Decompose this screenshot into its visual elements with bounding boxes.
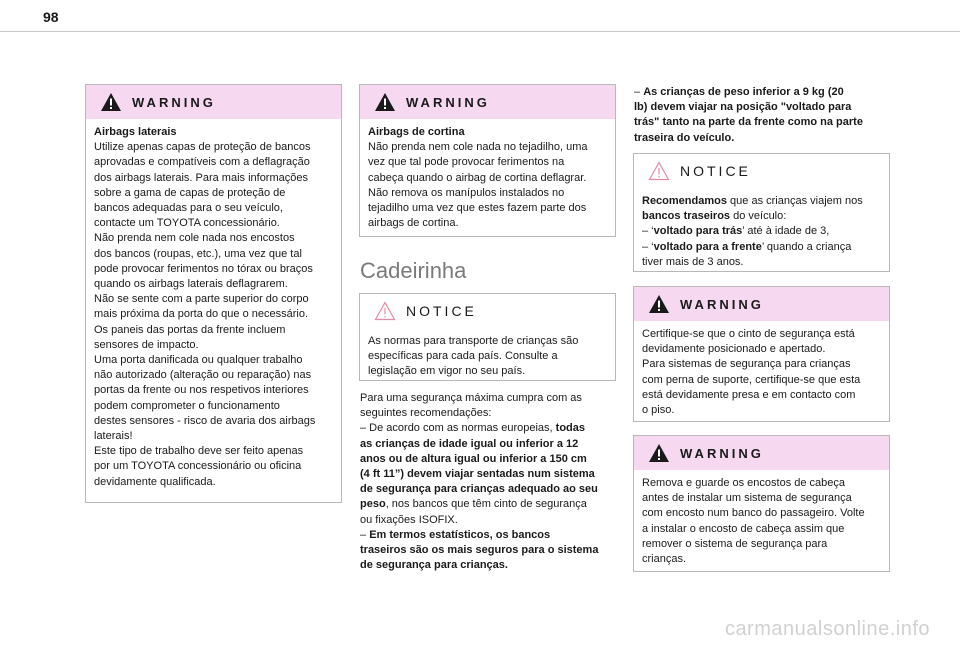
- text-line: cabeça quando o airbag de cortina deflagrar.: [368, 171, 587, 184]
- warning-triangle-icon: [374, 92, 396, 112]
- text-line: quando os airbags laterais deflagrarem.: [94, 278, 288, 291]
- text-line: sensores de impacto.: [94, 338, 199, 351]
- warning-header: [634, 436, 889, 470]
- text-run: , nos bancos que têm cinto de segurança: [385, 498, 587, 511]
- warning-box-head-restraint: [633, 435, 890, 572]
- text-line: Não remova os manípulos instalados no: [368, 186, 565, 199]
- warning-triangle-icon: [100, 92, 122, 112]
- text-line: [642, 209, 877, 224]
- text-line: a instalar o encosto de cabeça assim que: [642, 522, 845, 535]
- text-run-bold: Em termos estatísticos, os bancos: [369, 528, 551, 541]
- text-run-bold: todas: [555, 422, 585, 435]
- text-line: vez que tal pode provocar ferimentos na: [368, 156, 565, 169]
- text-line: tiver mais de 3 anos.: [642, 255, 744, 268]
- text-line: contacte um TOYOTA concessionário.: [94, 217, 280, 230]
- warning-label: WARNING: [406, 94, 490, 110]
- header-rule: [0, 31, 960, 32]
- warning-header: [360, 85, 615, 119]
- text-line: por um TOYOTA concessionário ou oficina: [94, 460, 302, 473]
- warning-box-side-airbags: [85, 84, 342, 503]
- text-line: [360, 528, 622, 543]
- text-run-bold: bancos traseiros: [642, 210, 731, 223]
- text-line: (4 ft 11”) devem viajar sentadas num sistema: [360, 468, 595, 481]
- text-line: Certifique-se que o cinto de segurança está: [642, 328, 855, 340]
- text-line: Remova e guarde os encostos de cabeça: [642, 477, 846, 489]
- text-line: de segurança para crianças adequado ao seu: [360, 483, 598, 496]
- section-title: Cadeirinha: [360, 258, 467, 283]
- text-line: portas da frente ou nos respetivos interiores: [94, 384, 309, 397]
- warning-title: Airbags de cortina: [368, 126, 465, 138]
- text-line: podem comprometer o funcionamento: [94, 399, 280, 412]
- notice-header: [634, 154, 889, 188]
- text-line: seguintes recomendações:: [360, 407, 492, 420]
- text-line: Utilize apenas capas de proteção de bancos: [94, 141, 311, 154]
- text-line: remover o sistema de segurança para: [642, 537, 828, 550]
- text-line: lb) devem viajar na posição "voltado para: [634, 101, 852, 114]
- text-run: –: [360, 528, 370, 541]
- watermark: carmanualsonline.info: [724, 618, 930, 640]
- warning-label: WARNING: [680, 445, 764, 461]
- page-number: 98: [43, 9, 59, 25]
- warning-label: WARNING: [132, 94, 216, 110]
- text-line: com encosto num banco do passageiro. Volte: [642, 507, 865, 520]
- text-line: legislação em vigor no seu país.: [368, 365, 526, 378]
- text-run: – ‘: [642, 225, 654, 238]
- text-line: devidamente posicionado e apertado.: [642, 343, 826, 356]
- notice-box-rear-seats: [633, 153, 890, 272]
- text-line: [642, 240, 877, 255]
- warning-body: [634, 470, 889, 575]
- warning-body: [86, 119, 341, 498]
- text-line: específicas para cada país. Consulte a: [368, 350, 558, 363]
- notice-label: NOTICE: [406, 303, 477, 319]
- text-run: – ‘: [642, 240, 654, 253]
- text-line: [360, 421, 622, 436]
- notice-label: NOTICE: [680, 163, 751, 179]
- text-run: ’ quando a criança: [761, 240, 852, 253]
- text-line: ou fixações ISOFIX.: [360, 513, 458, 526]
- notice-box-country-rules: [359, 293, 616, 381]
- warning-header: [634, 287, 889, 321]
- text-line: dos airbags laterais. Para mais informações: [94, 171, 308, 184]
- text-line: traseira do veículo.: [634, 131, 735, 144]
- text-line: com perna de suporte, certifique-se que esta: [642, 373, 861, 386]
- text-line: Os paneis das portas da frente incluem: [94, 323, 286, 336]
- warning-header: [86, 85, 341, 119]
- notice-header: [360, 294, 615, 328]
- text-line: Não prenda nem cole nada no tejadilho, uma: [368, 141, 588, 154]
- text-line: o piso.: [642, 404, 675, 417]
- text-line: está devidamente presa e em contacto com: [642, 388, 856, 401]
- text-run: do veículo:: [730, 210, 787, 223]
- warning-box-seatbelt: [633, 286, 890, 422]
- text-line: Não se sente com a parte superior do corpo: [94, 293, 309, 306]
- text-line: Uma porta danificada ou qualquer trabalho: [94, 354, 303, 367]
- rear-facing-text: [634, 85, 896, 146]
- text-run: que as crianças viajem nos: [726, 195, 863, 207]
- text-line: [634, 85, 896, 100]
- warning-triangle-icon: [648, 294, 670, 314]
- text-line: [360, 497, 622, 512]
- text-line: As normas para transporte de crianças são: [368, 335, 579, 347]
- text-run: ’ até à idade de 3,: [742, 225, 830, 238]
- warning-triangle-icon: [648, 443, 670, 463]
- warning-title: Airbags laterais: [94, 126, 177, 138]
- text-line: Para uma segurança máxima cumpra com as: [360, 392, 582, 404]
- text-run-bold: voltado para a frente: [653, 240, 762, 253]
- recommendations-text: [360, 391, 622, 573]
- text-line: anos ou de altura igual ou inferior a 150 cm: [360, 452, 587, 465]
- text-line: [642, 194, 877, 209]
- text-run: – De acordo com as normas europeias,: [360, 422, 556, 435]
- text-line: crianças.: [642, 553, 687, 566]
- text-line: Este tipo de trabalho deve ser feito apenas: [94, 445, 304, 458]
- text-line: aprovadas e compatíveis com a deflagração: [94, 156, 310, 169]
- text-line: trás" tanto na parte da frente como na parte: [634, 116, 863, 129]
- text-line: sobre a gama de capas de proteção de: [94, 186, 286, 199]
- notice-body: [634, 188, 889, 278]
- text-line: traseiros são os mais seguros para o sistema: [360, 544, 599, 557]
- text-line: mais próxima da porta do que o necessário.: [94, 308, 309, 321]
- warning-body: [360, 119, 615, 239]
- text-line: devidamente qualificada.: [94, 475, 216, 488]
- text-run-bold: voltado para trás: [653, 225, 743, 238]
- text-line: tejadilho uma vez que estes fazem parte dos: [368, 202, 587, 215]
- text-run-bold: Recomendamos: [642, 195, 727, 207]
- text-run-bold: peso: [360, 498, 386, 511]
- text-line: dos bancos (roupas, etc.), uma vez que tal: [94, 247, 302, 260]
- text-line: laterais!: [94, 430, 133, 443]
- notice-triangle-icon: [648, 161, 670, 181]
- text-line: pode provocar ferimentos no tórax ou braços: [94, 262, 313, 275]
- text-line: Não prenda nem cole nada nos encostos: [94, 232, 295, 245]
- warning-body: [634, 321, 889, 426]
- text-line: airbags de cortina.: [368, 217, 459, 230]
- text-line: antes de instalar um sistema de segurança: [642, 492, 852, 505]
- text-line: não autorizado (alteração ou reparação) nas: [94, 369, 312, 382]
- text-line: destes sensores - risco de avaria dos airbags: [94, 414, 316, 427]
- notice-body: [360, 328, 615, 388]
- notice-triangle-icon: [374, 301, 396, 321]
- text-run: –: [634, 86, 644, 98]
- text-line: de segurança para crianças.: [360, 559, 508, 572]
- text-run-bold: As crianças de peso inferior a 9 kg (20: [643, 86, 844, 98]
- text-line: [642, 224, 877, 239]
- warning-label: WARNING: [680, 296, 764, 312]
- text-line: as crianças de idade igual ou inferior a 12: [360, 437, 579, 450]
- warning-box-curtain-airbags: [359, 84, 616, 237]
- text-line: bancos adequadas para o seu veículo,: [94, 202, 283, 215]
- text-line: Para sistemas de segurança para crianças: [642, 358, 851, 371]
